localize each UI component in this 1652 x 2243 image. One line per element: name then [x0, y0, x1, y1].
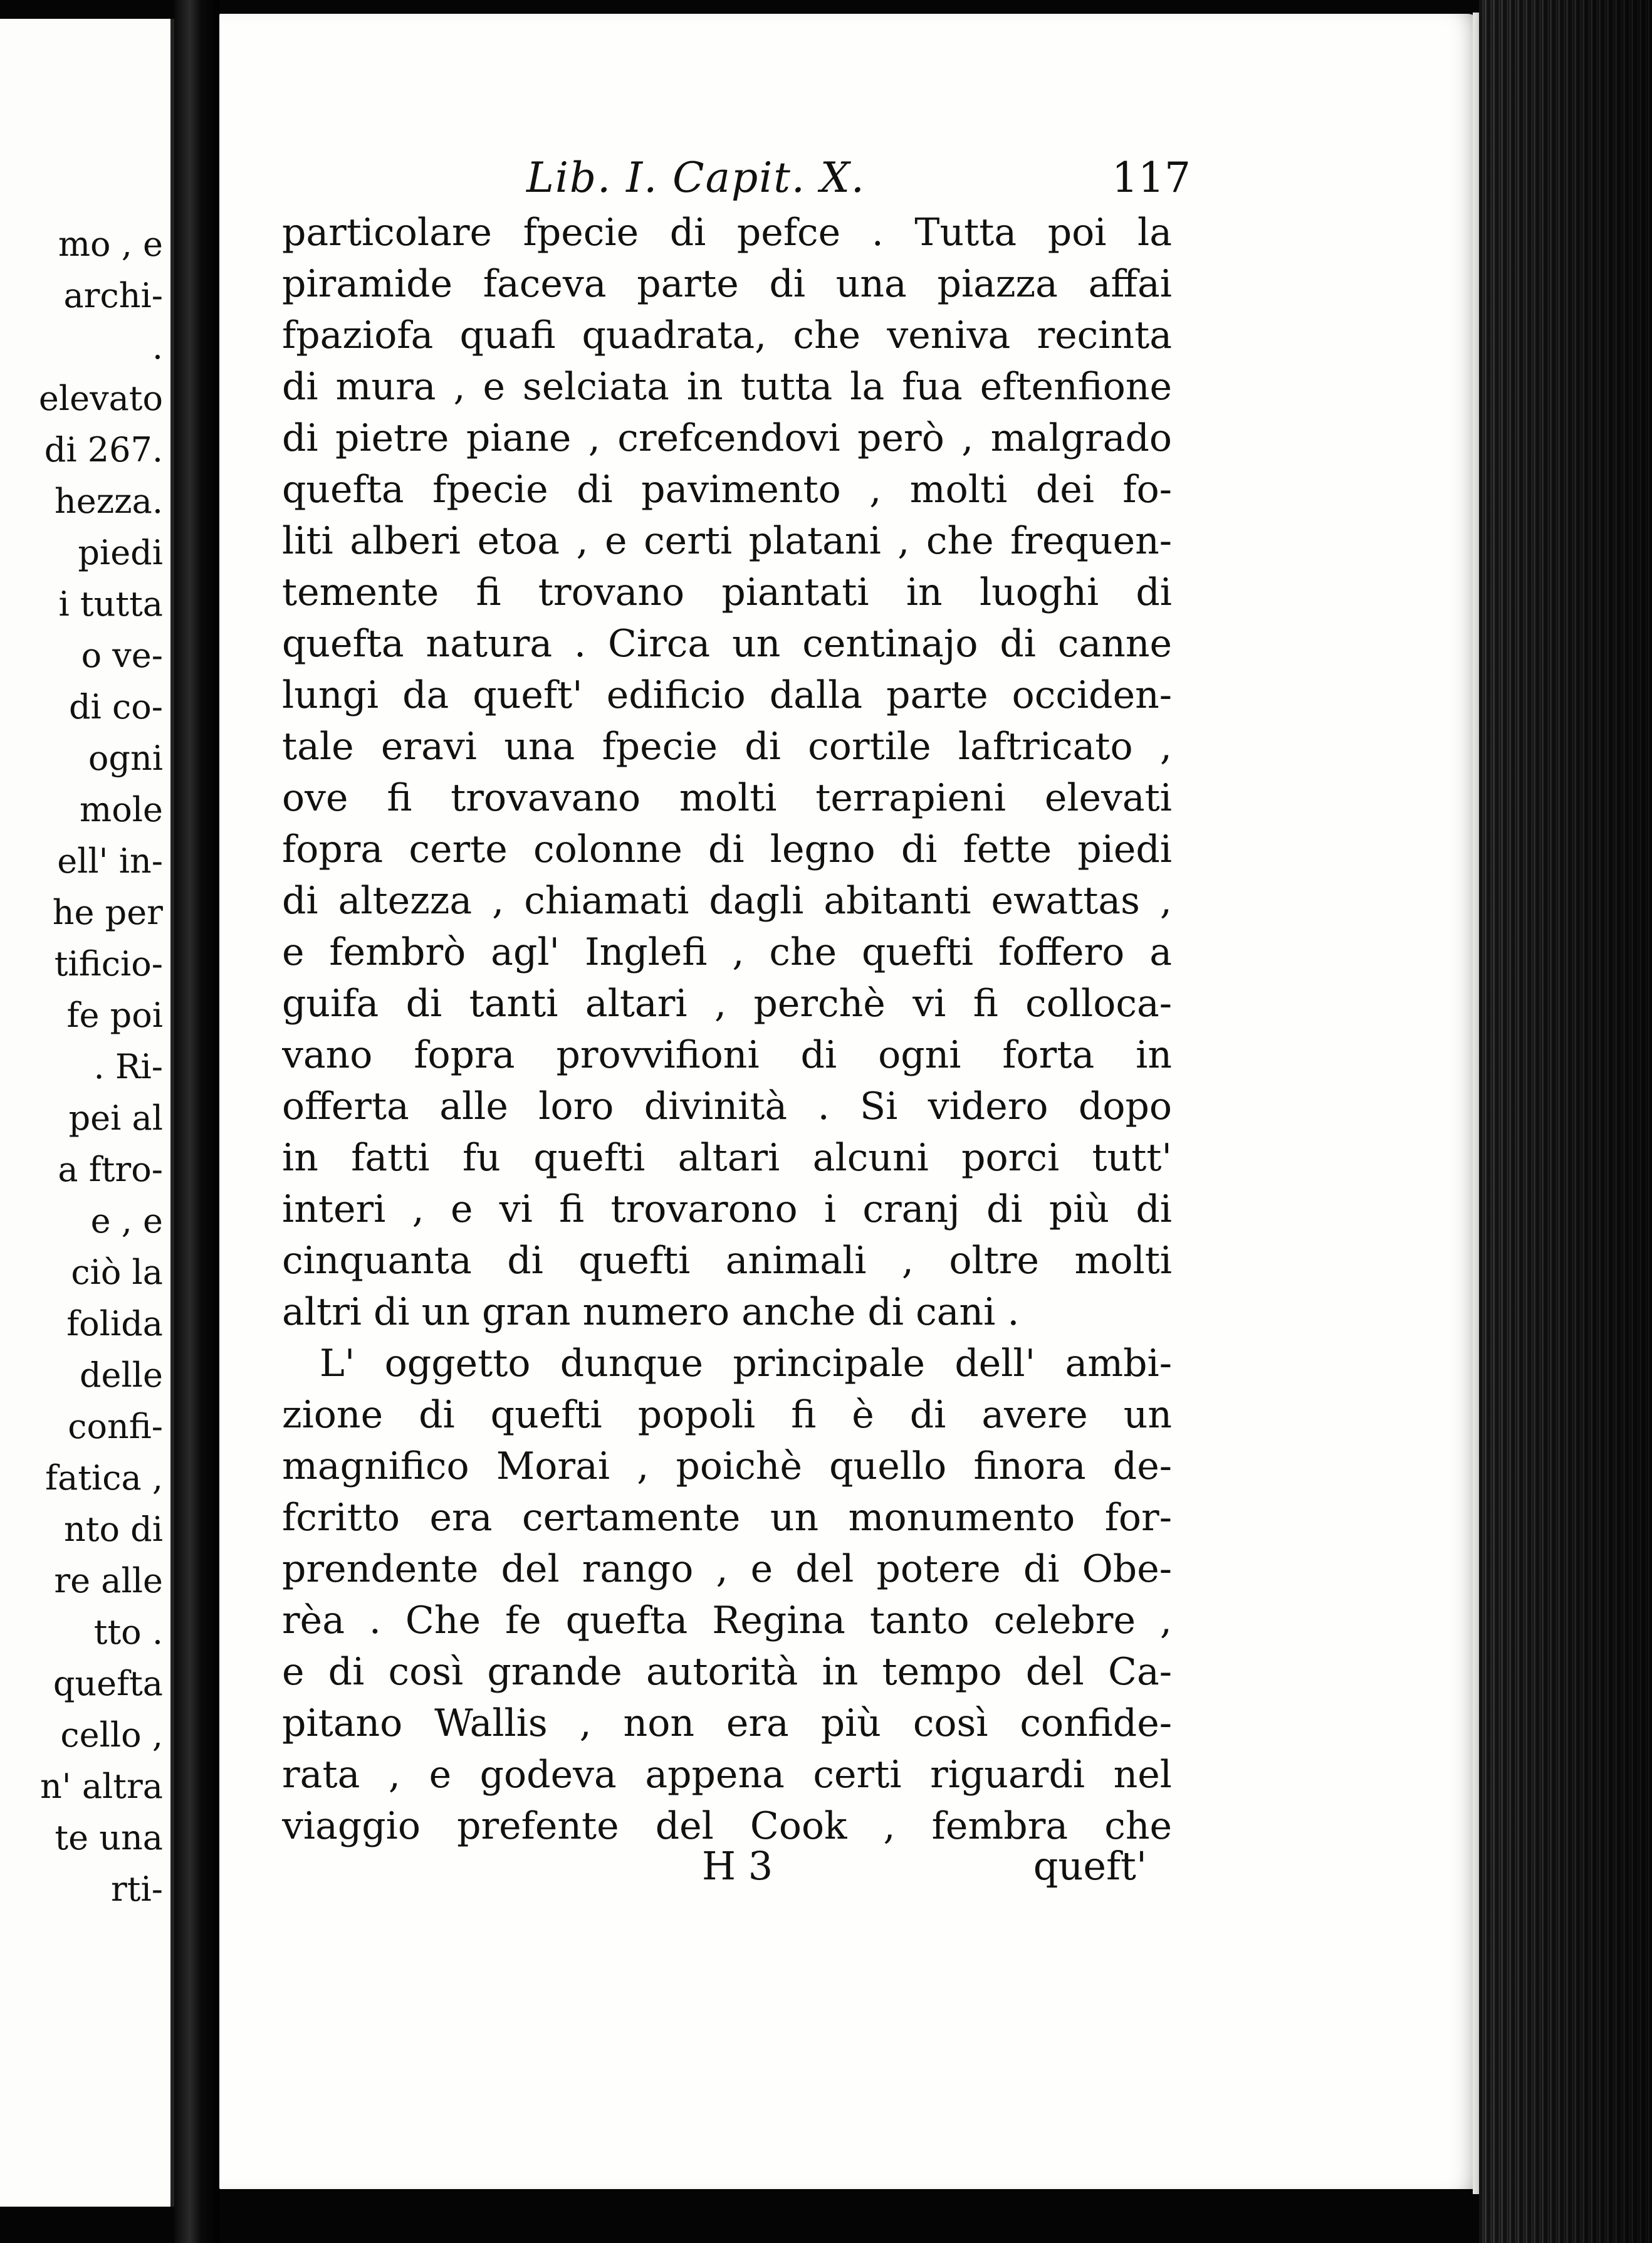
text-line: tale eravi una fpecie di cortile laftricato ,	[282, 725, 1172, 769]
text-line: di mura , e selciata in tutta la fua eftenfione	[282, 365, 1172, 409]
left-page-line: o ve-	[81, 636, 163, 675]
text-line: liti alberi etoa , e certi platani , che frequen-	[282, 519, 1172, 563]
text-line: quefta fpecie di pavimento , molti dei fo-	[282, 468, 1172, 512]
book-gutter	[174, 0, 219, 2243]
catchword: queft'	[1033, 1843, 1147, 1889]
running-head	[301, 154, 1191, 204]
left-page-line: di co-	[68, 687, 163, 727]
left-page-line: piedi	[78, 533, 163, 572]
left-page-line: mole	[80, 790, 163, 829]
left-page-line: quefta	[53, 1664, 163, 1703]
left-page-line: hezza.	[55, 481, 163, 521]
text-line: pitano Wallis , non era più così confide-	[282, 1701, 1172, 1745]
page-number: 117	[1112, 154, 1191, 202]
left-page-line: delle	[79, 1355, 163, 1395]
left-page-line: re alle	[54, 1561, 163, 1600]
text-line: vano fopra provvifioni di ogni forta in	[282, 1033, 1172, 1077]
left-page-line: a ftro-	[58, 1150, 163, 1189]
fore-edge-shadow	[1479, 0, 1652, 2243]
left-page-line: tificio-	[54, 944, 163, 984]
page-footer	[282, 1843, 1159, 1893]
left-page-line: tto .	[93, 1612, 163, 1652]
left-page-line: elevato	[38, 379, 163, 418]
text-line: prendente del rango , e del potere di Obe-	[282, 1547, 1172, 1591]
left-page-line: di 267.	[44, 430, 163, 470]
left-page-line: pei al	[68, 1098, 163, 1138]
left-page-line: .	[152, 327, 163, 367]
text-line: fcritto era certamente un monumento for-	[282, 1496, 1172, 1540]
left-facing-page	[0, 19, 174, 2207]
text-line: quefta natura . Circa un centinajo di canne	[282, 622, 1172, 666]
left-page-line: n' altra	[40, 1767, 163, 1806]
text-line: L' oggetto dunque principale dell' ambi-	[320, 1342, 1172, 1385]
text-line: temente fi trovano piantati in luoghi di	[282, 570, 1172, 614]
left-page-line: ciò la	[71, 1253, 163, 1292]
text-line: di altezza , chiamati dagli abitanti ewattas ,	[282, 879, 1172, 923]
left-page-line: nto di	[64, 1510, 163, 1549]
left-page-line: folida	[66, 1304, 163, 1343]
signature-mark: H 3	[702, 1843, 773, 1889]
text-line: ove fi trovavano molti terrapieni elevati	[282, 776, 1172, 820]
left-page-line: fatica ,	[45, 1458, 163, 1498]
text-line: piramide faceva parte di una piazza affai	[282, 262, 1172, 306]
left-page-line: te una	[55, 1818, 163, 1857]
left-page-line: fe poi	[66, 995, 163, 1035]
text-line: zione di quefti popoli fi è di avere un	[282, 1393, 1172, 1437]
text-line: guifa di tanti altari , perchè vi fi colloca-	[282, 982, 1172, 1026]
left-page-line: mo , e	[58, 224, 163, 264]
left-page-line: i tutta	[58, 584, 163, 624]
text-line: e fembrò agl' Inglefi , che quefti foffero a	[282, 930, 1172, 974]
text-line: offerta alle loro divinità . Si videro dopo	[282, 1085, 1172, 1128]
left-page-line: cello ,	[60, 1715, 163, 1755]
text-line: particolare fpecie di pefce . Tutta poi la	[282, 211, 1172, 255]
left-page-line: ogni	[88, 738, 163, 778]
left-page-line: confi-	[68, 1407, 163, 1446]
left-page-line: e , e	[90, 1201, 163, 1241]
left-page-line: he per	[52, 893, 163, 932]
left-page-line: ell' in-	[57, 841, 163, 881]
text-line: rèa . Che fe quefta Regina tanto celebre ,	[282, 1599, 1172, 1642]
text-line: di pietre piane , crefcendovi però , malgrado	[282, 416, 1172, 460]
text-line: interi , e vi fi trovarono i cranj di più di	[282, 1187, 1172, 1231]
text-line: e di così grande autorità in tempo del Ca-	[282, 1650, 1172, 1694]
text-line: lungi da queft' edificio dalla parte occiden-	[282, 673, 1172, 717]
text-line: altri di un gran numero anche di cani .	[282, 1290, 1020, 1334]
running-title: Lib. I. Capit. X.	[526, 154, 865, 202]
left-page-line: archi-	[63, 276, 163, 315]
text-line: fpaziofa quafi quadrata, che veniva recinta	[282, 313, 1172, 357]
left-page-line: . Ri-	[93, 1047, 163, 1086]
left-page-line: rti-	[110, 1869, 163, 1909]
text-line: magnifico Morai , poichè quello finora de-	[282, 1444, 1172, 1488]
text-line: rata , e godeva appena certi riguardi nel	[282, 1753, 1172, 1797]
text-line: fopra certe colonne di legno di fette piedi	[282, 827, 1172, 871]
text-line: in fatti fu quefti altari alcuni porci tutt'	[282, 1136, 1172, 1180]
text-line: cinquanta di quefti animali , oltre molti	[282, 1239, 1172, 1283]
text-line: viaggio prefente del Cook , fembra che	[282, 1804, 1172, 1848]
